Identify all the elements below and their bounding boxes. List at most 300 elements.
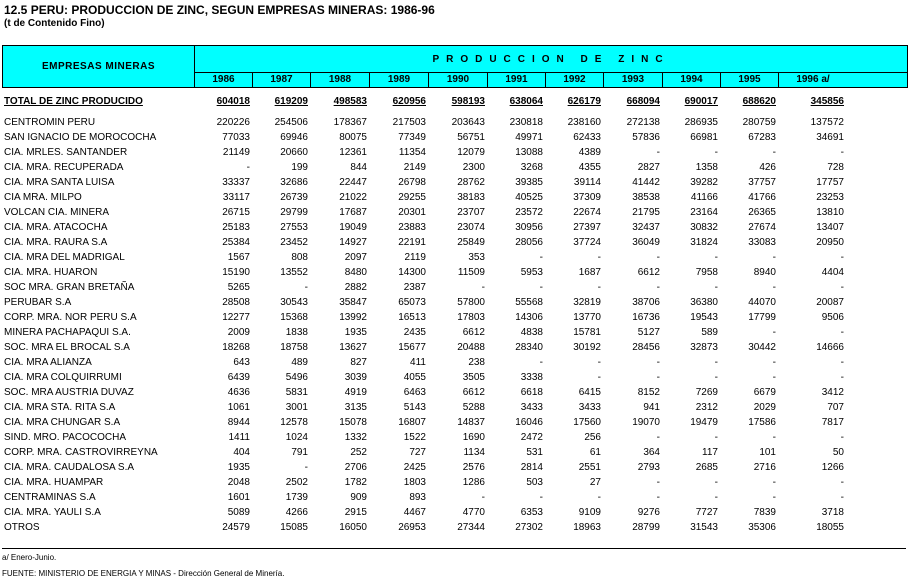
value-cell: 4636: [227, 387, 250, 398]
value-cell: 9109: [578, 507, 601, 518]
value-cell: 27344: [457, 522, 485, 533]
company-name: MINERA PACHAPAQUI S.A.: [4, 327, 131, 338]
company-name: SOC. MRA EL BROCAL S.A: [4, 342, 130, 353]
value-cell: -: [840, 252, 844, 263]
value-cell: 6618: [520, 387, 543, 398]
value-cell: 15781: [573, 327, 601, 338]
value-cell: 6415: [578, 387, 601, 398]
value-cell: 15190: [222, 267, 250, 278]
value-cell: 20301: [398, 207, 426, 218]
value-cell: 199: [291, 162, 308, 173]
company-name: CIA. MRA COLQUIRRUMI: [4, 372, 122, 383]
value-cell: -: [656, 147, 660, 158]
value-cell: -: [714, 492, 718, 503]
value-cell: 27: [589, 477, 601, 488]
value-cell: 2472: [520, 432, 543, 443]
value-cell: 16736: [632, 312, 660, 323]
value-cell: 3135: [344, 402, 367, 413]
value-cell: 2576: [462, 462, 485, 473]
table-row: [0, 191, 846, 205]
value-cell: 77349: [398, 132, 426, 143]
company-name: CENTRAMINAS S.A: [4, 492, 96, 503]
value-cell: 5831: [285, 387, 308, 398]
value-cell: 26953: [398, 522, 426, 533]
value-cell: 15078: [339, 417, 367, 428]
value-cell: 33337: [222, 177, 250, 188]
value-cell: 19479: [690, 417, 718, 428]
value-cell: 55568: [515, 297, 543, 308]
value-cell: 14837: [457, 417, 485, 428]
value-cell: 1687: [578, 267, 601, 278]
value-cell: -: [772, 282, 776, 293]
table-row: [0, 296, 846, 310]
value-cell: 1782: [344, 477, 367, 488]
value-cell: 17803: [457, 312, 485, 323]
value-cell: 62433: [573, 132, 601, 143]
value-cell: 2685: [695, 462, 718, 473]
value-cell: 6353: [520, 507, 543, 518]
value-cell: 9506: [821, 312, 844, 323]
value-cell: 36049: [632, 237, 660, 248]
value-cell: 23074: [457, 222, 485, 233]
value-cell: 3433: [520, 402, 543, 413]
value-cell: 256: [584, 432, 601, 443]
value-cell: 33117: [222, 192, 250, 203]
table-row: [0, 176, 846, 190]
value-cell: 19070: [632, 417, 660, 428]
year-header: 1988: [311, 73, 370, 87]
value-cell: 101: [759, 447, 776, 458]
value-cell: 8480: [344, 267, 367, 278]
table-row: [0, 431, 846, 445]
value-cell: -: [656, 252, 660, 263]
value-cell: 4838: [520, 327, 543, 338]
value-cell: 50: [832, 447, 844, 458]
value-cell: 23452: [280, 237, 308, 248]
value-cell: 66981: [690, 132, 718, 143]
company-name: PERUBAR S.A: [4, 297, 72, 308]
value-cell: 65073: [398, 297, 426, 308]
value-cell: 598193: [451, 96, 485, 107]
value-cell: 12079: [457, 147, 485, 158]
value-cell: 5288: [462, 402, 485, 413]
value-cell: 2827: [637, 162, 660, 173]
value-cell: 22674: [573, 207, 601, 218]
value-cell: 32819: [573, 297, 601, 308]
value-cell: 15368: [280, 312, 308, 323]
company-name: CENTROMIN PERU: [4, 117, 96, 128]
value-cell: -: [772, 432, 776, 443]
value-cell: 2882: [344, 282, 367, 293]
value-cell: 13552: [280, 267, 308, 278]
value-cell: 27674: [748, 222, 776, 233]
value-cell: 893: [409, 492, 426, 503]
company-name: CIA. MRA. RECUPERADA: [4, 162, 124, 173]
company-name: CIA MRA. MILPO: [4, 192, 82, 203]
value-cell: 25384: [222, 237, 250, 248]
value-cell: 16050: [339, 522, 367, 533]
value-cell: 4055: [403, 372, 426, 383]
value-cell: 1266: [821, 462, 844, 473]
value-cell: 489: [291, 357, 308, 368]
table-row: [0, 521, 846, 535]
value-cell: 18055: [816, 522, 844, 533]
table-row: [0, 416, 846, 430]
value-cell: 217503: [392, 117, 426, 128]
value-cell: 5496: [285, 372, 308, 383]
value-cell: 20660: [280, 147, 308, 158]
value-cell: 23253: [816, 192, 844, 203]
value-cell: 30956: [515, 222, 543, 233]
value-cell: 28762: [457, 177, 485, 188]
value-cell: 38538: [632, 192, 660, 203]
value-cell: 364: [643, 447, 660, 458]
value-cell: -: [656, 492, 660, 503]
value-cell: 13770: [573, 312, 601, 323]
value-cell: 37309: [573, 192, 601, 203]
value-cell: 7958: [695, 267, 718, 278]
value-cell: -: [597, 252, 601, 263]
value-cell: 14306: [515, 312, 543, 323]
value-cell: 1286: [462, 477, 485, 488]
value-cell: 503: [526, 477, 543, 488]
value-cell: 12578: [280, 417, 308, 428]
value-cell: 29799: [280, 207, 308, 218]
value-cell: 1803: [403, 477, 426, 488]
value-cell: 32873: [690, 342, 718, 353]
footnote: a/ Enero-Junio.: [2, 553, 57, 562]
company-name: CIA. MRA. HUAMPAR: [4, 477, 104, 488]
value-cell: 17757: [816, 177, 844, 188]
company-name: SOC MRA. GRAN BRETAÑA: [4, 282, 135, 293]
value-cell: 4404: [821, 267, 844, 278]
value-cell: 28340: [515, 342, 543, 353]
value-cell: 25183: [222, 222, 250, 233]
value-cell: 345856: [810, 96, 844, 107]
table-row: [0, 386, 846, 400]
table-header: [2, 45, 908, 88]
table-row: [0, 476, 846, 490]
value-cell: 3412: [821, 387, 844, 398]
value-cell: 26739: [280, 192, 308, 203]
value-cell: -: [714, 147, 718, 158]
value-cell: 32686: [280, 177, 308, 188]
value-cell: 23883: [398, 222, 426, 233]
value-cell: 20950: [816, 237, 844, 248]
value-cell: 1332: [344, 432, 367, 443]
value-cell: 2119: [404, 252, 426, 263]
year-header: 1986: [195, 73, 253, 87]
value-cell: -: [714, 252, 718, 263]
value-cell: 909: [350, 492, 367, 503]
value-cell: -: [481, 492, 485, 503]
source-note: FUENTE: MINISTERIO DE ENERGIA Y MINAS - Dirección General de Minería.: [2, 569, 285, 578]
value-cell: 2435: [403, 327, 426, 338]
value-cell: 56751: [457, 132, 485, 143]
value-cell: -: [714, 357, 718, 368]
value-cell: 80075: [339, 132, 367, 143]
value-cell: 3505: [462, 372, 485, 383]
table-row: [0, 371, 846, 385]
value-cell: 1411: [228, 432, 250, 443]
value-cell: 2097: [344, 252, 367, 263]
value-cell: 18268: [222, 342, 250, 353]
value-cell: 8940: [753, 267, 776, 278]
value-cell: 33083: [748, 237, 776, 248]
value-cell: 1134: [463, 447, 485, 458]
value-cell: 626179: [567, 96, 601, 107]
table-row: [0, 116, 846, 130]
value-cell: 280759: [742, 117, 776, 128]
value-cell: 18758: [280, 342, 308, 353]
value-cell: 5127: [637, 327, 660, 338]
value-cell: -: [714, 282, 718, 293]
year-header: 1992: [546, 73, 604, 87]
value-cell: -: [597, 357, 601, 368]
value-cell: 17560: [573, 417, 601, 428]
value-cell: -: [714, 372, 718, 383]
value-cell: -: [772, 252, 776, 263]
value-cell: 2716: [753, 462, 776, 473]
company-name: CORP. MRA. NOR PERU S.A: [4, 312, 137, 323]
value-cell: 620956: [392, 96, 426, 107]
value-cell: 21022: [339, 192, 367, 203]
value-cell: 39114: [573, 177, 601, 188]
value-cell: -: [772, 147, 776, 158]
value-cell: 22447: [339, 177, 367, 188]
value-cell: 4770: [462, 507, 485, 518]
value-cell: -: [772, 492, 776, 503]
value-cell: 20488: [457, 342, 485, 353]
value-cell: 17799: [748, 312, 776, 323]
value-cell: 4389: [578, 147, 601, 158]
value-cell: 26798: [398, 177, 426, 188]
value-cell: 38706: [632, 297, 660, 308]
table-title: 12.5 PERU: PRODUCCION DE ZINC, SEGUN EMPRESAS MINERAS: 1986-96: [4, 3, 435, 17]
value-cell: 238160: [567, 117, 601, 128]
table-subtitle: (t de Contenido Fino): [4, 18, 105, 29]
value-cell: 2814: [520, 462, 543, 473]
value-cell: 3433: [578, 402, 601, 413]
company-name: CIA. MRA. RAURA S.A: [4, 237, 108, 248]
company-name: OTROS: [4, 522, 40, 533]
value-cell: 37757: [748, 177, 776, 188]
value-cell: -: [772, 372, 776, 383]
value-cell: 2029: [753, 402, 776, 413]
company-name: SAN IGNACIO DE MOROCOCHA: [4, 132, 157, 143]
value-cell: 7839: [753, 507, 776, 518]
value-cell: 16046: [515, 417, 543, 428]
value-cell: 2915: [344, 507, 367, 518]
value-cell: 26715: [222, 207, 250, 218]
value-cell: 12361: [339, 147, 367, 158]
value-cell: 688620: [742, 96, 776, 107]
value-cell: 3338: [520, 372, 543, 383]
value-cell: 1838: [285, 327, 308, 338]
value-cell: 27397: [573, 222, 601, 233]
value-cell: -: [656, 357, 660, 368]
value-cell: -: [840, 282, 844, 293]
value-cell: 44070: [748, 297, 776, 308]
value-cell: 5265: [227, 282, 250, 293]
value-cell: 707: [827, 402, 844, 413]
value-cell: 28456: [632, 342, 660, 353]
value-cell: -: [304, 282, 308, 293]
year-header: 1991: [488, 73, 546, 87]
value-cell: 404: [233, 447, 250, 458]
value-cell: 17586: [748, 417, 776, 428]
company-name: CORP. MRA. CASTROVIRREYNA: [4, 447, 158, 458]
value-cell: 4266: [285, 507, 308, 518]
value-cell: 1061: [227, 402, 250, 413]
value-cell: -: [840, 477, 844, 488]
value-cell: -: [840, 492, 844, 503]
value-cell: 11509: [457, 267, 485, 278]
company-name: CIA. MRA CHUNGAR S.A: [4, 417, 121, 428]
value-cell: -: [772, 477, 776, 488]
value-cell: 6612: [462, 387, 485, 398]
company-name: TOTAL DE ZINC PRODUCIDO: [4, 96, 143, 107]
value-cell: -: [840, 147, 844, 158]
value-cell: 6679: [753, 387, 776, 398]
value-cell: 498583: [333, 96, 367, 107]
value-cell: 7817: [821, 417, 844, 428]
value-cell: 2425: [403, 462, 426, 473]
value-cell: 230818: [509, 117, 543, 128]
value-cell: 69946: [280, 132, 308, 143]
value-cell: 604018: [216, 96, 250, 107]
value-cell: 21149: [222, 147, 250, 158]
value-cell: 8152: [637, 387, 660, 398]
header-production-label: PRODUCCION DE ZINC: [195, 46, 907, 73]
value-cell: 32437: [632, 222, 660, 233]
value-cell: 9276: [637, 507, 660, 518]
total-row: [0, 95, 846, 109]
value-cell: -: [539, 492, 543, 503]
value-cell: -: [246, 162, 250, 173]
value-cell: -: [840, 327, 844, 338]
value-cell: 2300: [462, 162, 485, 173]
table-row: [0, 311, 846, 325]
company-name: CIA. MRA. ATACOCHA: [4, 222, 108, 233]
value-cell: 2009: [227, 327, 250, 338]
value-cell: 37724: [573, 237, 601, 248]
value-cell: -: [597, 372, 601, 383]
table-row: [0, 131, 846, 145]
value-cell: 1522: [403, 432, 426, 443]
company-name: CIA. MRA ALIANZA: [4, 357, 92, 368]
value-cell: -: [539, 252, 543, 263]
value-cell: 29255: [398, 192, 426, 203]
value-cell: -: [656, 372, 660, 383]
value-cell: 15085: [280, 522, 308, 533]
value-cell: 844: [350, 162, 367, 173]
value-cell: 41166: [690, 192, 718, 203]
value-cell: 1739: [285, 492, 308, 503]
value-cell: 6612: [637, 267, 660, 278]
value-cell: 27302: [515, 522, 543, 533]
value-cell: 38183: [457, 192, 485, 203]
company-name: SOC. MRA AUSTRIA DUVAZ: [4, 387, 134, 398]
table-row: [0, 326, 846, 340]
value-cell: -: [656, 477, 660, 488]
year-header: 1993: [604, 73, 663, 87]
value-cell: 22191: [398, 237, 426, 248]
value-cell: 16513: [398, 312, 426, 323]
company-name: VOLCAN CIA. MINERA: [4, 207, 110, 218]
value-cell: 28799: [632, 522, 660, 533]
year-header: 1989: [370, 73, 429, 87]
value-cell: 13992: [339, 312, 367, 323]
value-cell: 14927: [339, 237, 367, 248]
value-cell: 41442: [632, 177, 660, 188]
value-cell: 23572: [515, 207, 543, 218]
table-row: [0, 461, 846, 475]
value-cell: 203643: [451, 117, 485, 128]
value-cell: 727: [409, 447, 426, 458]
value-cell: -: [714, 477, 718, 488]
value-cell: 238: [468, 357, 485, 368]
company-name: CIA. MRA SANTA LUISA: [4, 177, 115, 188]
value-cell: 30543: [280, 297, 308, 308]
value-cell: 5953: [520, 267, 543, 278]
value-cell: 643: [233, 357, 250, 368]
value-cell: 12277: [222, 312, 250, 323]
company-name: CIA. MRA. CAUDALOSA S.A: [4, 462, 135, 473]
value-cell: 36380: [690, 297, 718, 308]
year-header: 1987: [253, 73, 311, 87]
company-name: CIA. MRA. HUARON: [4, 267, 98, 278]
value-cell: 13088: [515, 147, 543, 158]
value-cell: 23164: [690, 207, 718, 218]
year-header: 1996 a/: [796, 74, 830, 85]
value-cell: 40525: [515, 192, 543, 203]
value-cell: 35306: [748, 522, 776, 533]
value-cell: 531: [526, 447, 543, 458]
value-cell: 2312: [695, 402, 718, 413]
value-cell: -: [539, 282, 543, 293]
value-cell: 808: [291, 252, 308, 263]
value-cell: -: [772, 327, 776, 338]
value-cell: 30832: [690, 222, 718, 233]
table-row: [0, 401, 846, 415]
year-header: 1994: [663, 73, 721, 87]
value-cell: 13407: [816, 222, 844, 233]
value-cell: 1601: [227, 492, 250, 503]
value-cell: 13810: [816, 207, 844, 218]
value-cell: 137572: [810, 117, 844, 128]
value-cell: 15677: [398, 342, 426, 353]
value-cell: -: [840, 372, 844, 383]
value-cell: 619209: [274, 96, 308, 107]
value-cell: 6439: [227, 372, 250, 383]
value-cell: -: [840, 432, 844, 443]
value-cell: 6612: [462, 327, 485, 338]
value-cell: 3268: [520, 162, 543, 173]
value-cell: 49971: [515, 132, 543, 143]
header-years: [195, 73, 907, 87]
value-cell: 941: [643, 402, 660, 413]
value-cell: 26365: [748, 207, 776, 218]
value-cell: 178367: [333, 117, 367, 128]
table-row: [0, 341, 846, 355]
value-cell: 7269: [695, 387, 718, 398]
company-name: CIA. MRA DEL MADRIGAL: [4, 252, 125, 263]
table-row: [0, 281, 846, 295]
value-cell: -: [481, 282, 485, 293]
company-name: CIA. MRA. YAULI S.A: [4, 507, 101, 518]
value-cell: 14300: [398, 267, 426, 278]
